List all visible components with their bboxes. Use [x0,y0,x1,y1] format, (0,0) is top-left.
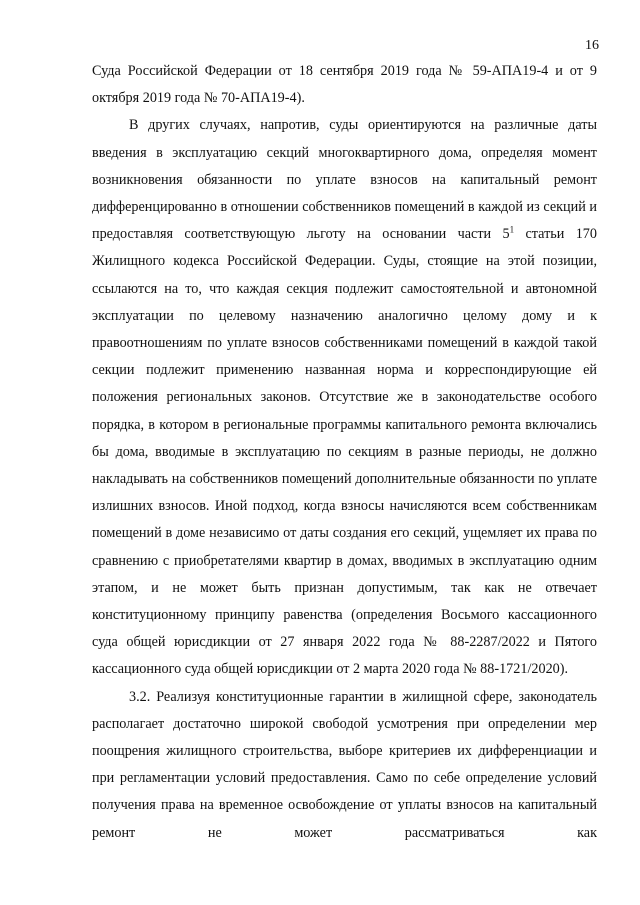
superscript-part-number: 1 [509,224,515,235]
document-body [92,58,597,847]
page-number: 16 [585,38,599,53]
paragraph-text-part-1: В других случаях, напротив, суды ориентируются на различные даты введения в эксплуатацию секций многоквартирного дома, определяя момент возникновения обязанности по уплате взносов на капитальный ремонт дифференцированно в отношении собственников помещений в каждой из секций и предоставляя соответствующую льготу на основании части 5 [92,117,597,243]
paragraph-citation-continuation [92,58,597,112]
paragraph-section-3-2 [92,684,597,847]
paragraph-text: Суда Российской Федерации от 18 сентября 2019 года № 59-АПА19-4 и от 9 октября 2019 года № 70-АПА19-4). [92,63,597,107]
paragraph-text: 3.2. Реализуя конституционные гарантии в жилищной сфере, законодатель располагает достаточно широкой свободой усмотрения при определении мер поощрения жилищного строительства, выборе критериев их дифференциации и при регламентации условий предоставления. Само по себе определение условий получения права на временное освобождение от уплаты взносов на капитальный ремонт не может рассматриваться как [92,688,597,841]
paragraph-other-cases [92,112,597,683]
paragraph-text-part-2: статьи 170 Жилищного кодекса Российской Федерации. Суды, стоящие на этой позиции, ссылаются на то, что каждая секция подлежит самостоятельной и автономной эксплуатации по целевому назначению аналогично целому дому и к правоотношениям по уплате взносов собственниками помещений в каждой такой секции подлежит применению названная норма и корреспондирующие ей положения региональных законов. Отсутствие же в законодательстве особого порядка, в котором в региональные программы капитального ремонта включались бы дома, вводимые в эксплуатацию по секциям в разные периоды, не должно накладывать на собственников помещений дополнительные обязанности по уплате излишних взносов. Иной подход, когда взносы начисляются всем собственникам помещений в доме независимо от даты создания его секций, ущемляет их права по сравнению с приобретателями квартир в домах, вводимых в эксплуатацию одним этапом, и не может быть признан допустимым, так как не отвечает конституционному принципу равенства (определения Восьмого кассационного суда общей юрисдикции от 27 января 2022 года № 88-2287/2022 и Пятого кассационного суда общей юрисдикции от 2 марта 2020 года № 88-1721/2020). [92,226,597,678]
